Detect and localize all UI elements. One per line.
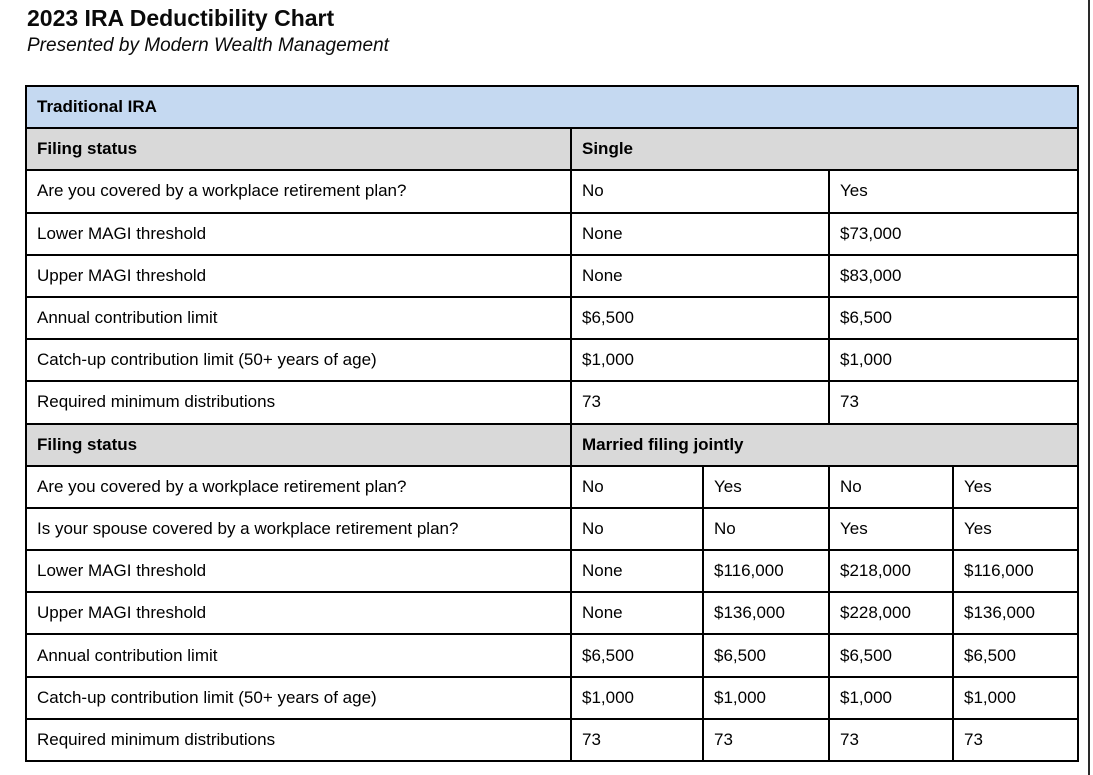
table-row bbox=[26, 466, 1078, 508]
value-cell: $136,000 bbox=[953, 592, 1078, 634]
row-label-cell: Lower MAGI threshold bbox=[26, 550, 571, 592]
row-label-cell: Is your spouse covered by a workplace retirement plan? bbox=[26, 508, 571, 550]
group-header-row-single bbox=[26, 128, 1078, 170]
row-label-cell: Are you covered by a workplace retirement plan? bbox=[26, 466, 571, 508]
row-label-cell: Annual contribution limit bbox=[26, 634, 571, 676]
value-cell: No bbox=[571, 508, 703, 550]
value-cell: $1,000 bbox=[571, 339, 829, 381]
value-cell: $1,000 bbox=[703, 677, 829, 719]
value-cell: $228,000 bbox=[829, 592, 953, 634]
row-label-cell: Catch-up contribution limit (50+ years of age) bbox=[26, 339, 571, 381]
document-header bbox=[27, 4, 389, 57]
value-cell: $136,000 bbox=[703, 592, 829, 634]
table-row bbox=[26, 634, 1078, 676]
group-header-single: Single bbox=[571, 128, 1078, 170]
value-cell: $6,500 bbox=[829, 634, 953, 676]
row-label-cell: Annual contribution limit bbox=[26, 297, 571, 339]
group-header-married: Married filing jointly bbox=[571, 424, 1078, 466]
value-cell: No bbox=[571, 466, 703, 508]
table-row bbox=[26, 297, 1078, 339]
table-row bbox=[26, 677, 1078, 719]
value-cell: Yes bbox=[953, 508, 1078, 550]
value-cell: $6,500 bbox=[829, 297, 1078, 339]
value-cell: Yes bbox=[829, 508, 953, 550]
table-row bbox=[26, 170, 1078, 212]
window-edge-line bbox=[1088, 0, 1090, 775]
table-row bbox=[26, 508, 1078, 550]
value-cell: $116,000 bbox=[953, 550, 1078, 592]
row-label-cell: Catch-up contribution limit (50+ years of age) bbox=[26, 677, 571, 719]
value-cell: $6,500 bbox=[571, 634, 703, 676]
value-cell: 73 bbox=[829, 381, 1078, 423]
value-cell: $116,000 bbox=[703, 550, 829, 592]
value-cell: $1,000 bbox=[953, 677, 1078, 719]
section-header-row bbox=[26, 86, 1078, 128]
value-cell: $6,500 bbox=[953, 634, 1078, 676]
table-row bbox=[26, 381, 1078, 423]
value-cell: $6,500 bbox=[703, 634, 829, 676]
value-cell: 73 bbox=[829, 719, 953, 761]
value-cell: None bbox=[571, 592, 703, 634]
row-label-cell: Upper MAGI threshold bbox=[26, 592, 571, 634]
table-row bbox=[26, 255, 1078, 297]
value-cell: None bbox=[571, 255, 829, 297]
value-cell: $1,000 bbox=[829, 677, 953, 719]
value-cell: $218,000 bbox=[829, 550, 953, 592]
value-cell: Yes bbox=[703, 466, 829, 508]
table-row bbox=[26, 719, 1078, 761]
value-cell: $6,500 bbox=[571, 297, 829, 339]
value-cell: None bbox=[571, 550, 703, 592]
value-cell: Yes bbox=[953, 466, 1078, 508]
value-cell: No bbox=[571, 170, 829, 212]
value-cell: No bbox=[703, 508, 829, 550]
row-label-cell: Upper MAGI threshold bbox=[26, 255, 571, 297]
value-cell: $1,000 bbox=[571, 677, 703, 719]
table-row bbox=[26, 339, 1078, 381]
row-label-cell: Required minimum distributions bbox=[26, 381, 571, 423]
value-cell: $83,000 bbox=[829, 255, 1078, 297]
page-subtitle: Presented by Modern Wealth Management bbox=[27, 35, 389, 56]
table-row bbox=[26, 213, 1078, 255]
group-header-label: Filing status bbox=[26, 128, 571, 170]
row-label-cell: Lower MAGI threshold bbox=[26, 213, 571, 255]
section-header-traditional-ira: Traditional IRA bbox=[26, 86, 1078, 128]
table-row bbox=[26, 592, 1078, 634]
value-cell: 73 bbox=[571, 381, 829, 423]
group-header-label: Filing status bbox=[26, 424, 571, 466]
value-cell: 73 bbox=[953, 719, 1078, 761]
ira-deductibility-table bbox=[25, 85, 1079, 762]
page-title: 2023 IRA Deductibility Chart bbox=[27, 5, 335, 31]
row-label-cell: Required minimum distributions bbox=[26, 719, 571, 761]
value-cell: $73,000 bbox=[829, 213, 1078, 255]
value-cell: $1,000 bbox=[829, 339, 1078, 381]
row-label-cell: Are you covered by a workplace retirement plan? bbox=[26, 170, 571, 212]
group-header-row-married bbox=[26, 424, 1078, 466]
value-cell: Yes bbox=[829, 170, 1078, 212]
value-cell: No bbox=[829, 466, 953, 508]
value-cell: 73 bbox=[571, 719, 703, 761]
table-row bbox=[26, 550, 1078, 592]
value-cell: 73 bbox=[703, 719, 829, 761]
value-cell: None bbox=[571, 213, 829, 255]
